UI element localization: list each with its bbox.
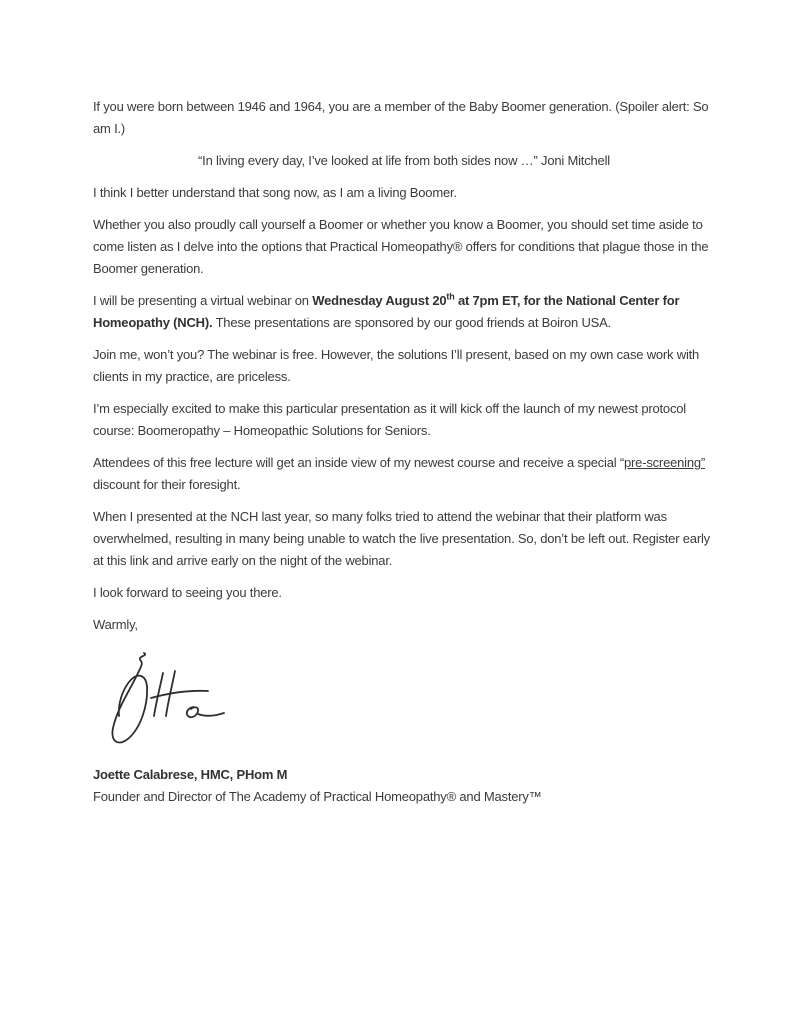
paragraph: I will be presenting a virtual webinar on Wednesday August 20th at 7pm ET, for the National Center for Homeopathy (NCH). These presentations are sponsored by our good friends at Boiron USA. xyxy=(93,291,680,330)
quote-line: “In living every day, I’ve looked at life from both sides now …” Joni Mitchell xyxy=(198,153,610,168)
paragraph: I’m especially excited to make this particular presentation as it will kick off the launch of my newest protocol course: Boomeropathy – Homeopathic Solutions for Seniors. xyxy=(93,401,686,438)
paragraph: Whether you also proudly call yourself a Boomer or whether you know a Boomer, you should set time aside to come listen as I delve into the options that Practical Homeopathy® offers for conditions that plague those in the Boomer generation. xyxy=(93,217,709,276)
signoff-title: Founder and Director of The Academy of Practical Homeopathy® and Mastery™ xyxy=(93,789,542,804)
letter-body xyxy=(93,96,715,636)
paragraph: When I presented at the NCH last year, so many folks tried to attend the webinar that their platform was overwhelmed, resulting in many being unable to watch the live presentation. So, don’t be left out. Register early at this link and arrive early on the night of the webinar. xyxy=(93,509,710,568)
paragraph: I look forward to seeing you there. xyxy=(93,585,282,600)
signoff-name: Joette Calabrese, HMC, PHom M xyxy=(93,767,288,782)
paragraph: Attendees of this free lecture will get an inside view of my newest course and receive a special “pre-screening” discount for their foresight. xyxy=(93,455,706,492)
letter-content xyxy=(93,96,715,808)
paragraph: Warmly, xyxy=(93,617,138,632)
signature-image xyxy=(97,646,237,748)
signoff-block xyxy=(93,764,715,808)
paragraph: If you were born between 1946 and 1964, you are a member of the Baby Boomer generation. (Spoiler alert: So am I.) xyxy=(93,99,709,136)
paragraph: Join me, won’t you? The webinar is free. However, the solutions I’ll present, based on my own case work with clients in my practice, are priceless. xyxy=(93,347,700,384)
underlined-text: pre-screening” xyxy=(624,455,706,470)
paragraph: I think I better understand that song now, as I am a living Boomer. xyxy=(93,185,457,200)
signature-svg xyxy=(97,646,237,748)
